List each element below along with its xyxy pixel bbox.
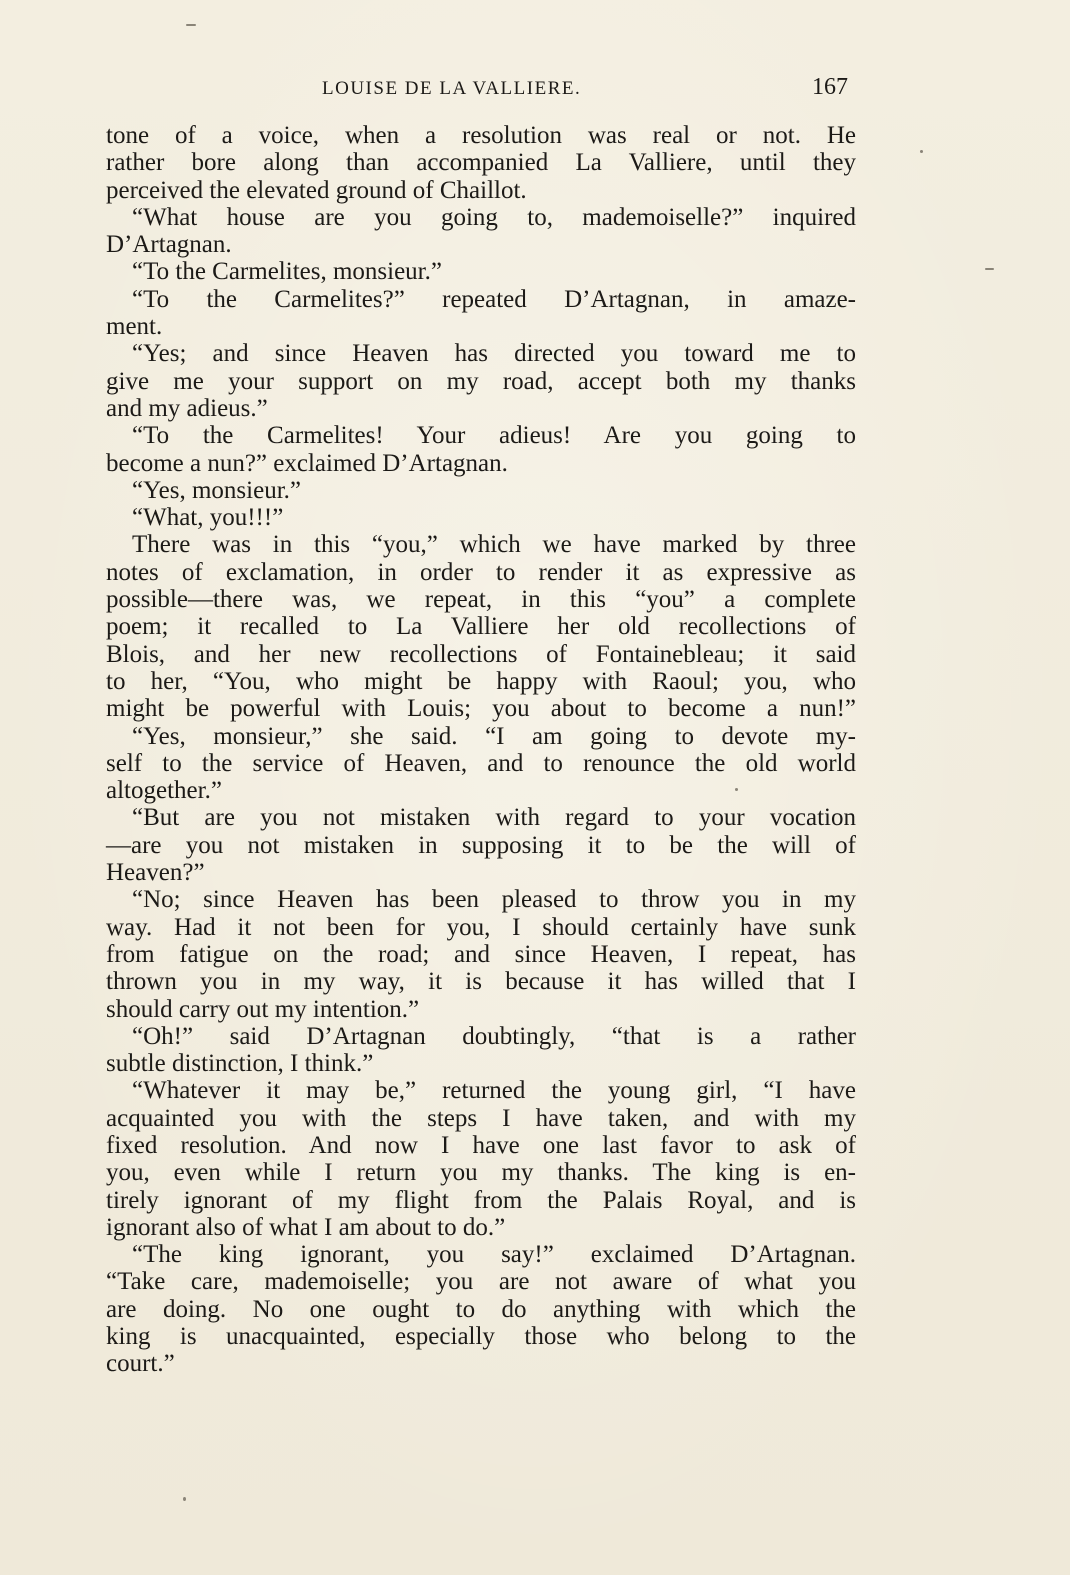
text-line: fixed resolution. And now I have one last favor to ask of: [106, 1131, 856, 1159]
text-line: you, even while I return you my thanks. The king is en-: [106, 1159, 856, 1187]
paper-speck: [985, 268, 994, 270]
paper-speck: [920, 150, 923, 153]
text-line: “To the Carmelites?” repeated D’Artagnan, in amaze-: [132, 285, 856, 313]
text-line: subtle distinction, I think.”: [106, 1050, 374, 1078]
page-header: [0, 74, 1070, 108]
text-line: acquainted you with the steps I have taken, and with my: [106, 1104, 856, 1132]
text-line: notes of exclamation, in order to render it as expressive as: [106, 558, 856, 586]
text-line: might be powerful with Louis; you about to become a nun!”: [106, 695, 856, 723]
text-line: king is unacquainted, especially those who belong to the: [106, 1323, 856, 1351]
text-line: There was in this “you,” which we have marked by three: [132, 531, 856, 559]
text-line: “But are you not mistaken with regard to your vocation: [132, 804, 856, 832]
text-line: “Whatever it may be,” returned the young girl, “I have: [132, 1077, 856, 1105]
text-line: Blois, and her new recollections of Fontainebleau; it said: [106, 640, 856, 668]
running-title: LOUISE DE LA VALLIERE.: [322, 78, 582, 99]
text-line: Heaven?”: [106, 859, 205, 887]
text-line: thrown you in my way, it is because it has willed that I: [106, 968, 856, 996]
text-line: “To the Carmelites, monsieur.”: [132, 258, 442, 286]
text-line: give me your support on my road, accept both my thanks: [106, 367, 856, 395]
text-line: self to the service of Heaven, and to renounce the old world: [106, 749, 856, 777]
body-text: [106, 122, 856, 1378]
text-line: and my adieus.”: [106, 394, 268, 422]
paper-speck: [186, 24, 196, 26]
text-line: to her, “You, who might be happy with Raoul; you, who: [106, 667, 856, 695]
text-line: “To the Carmelites! Your adieus! Are you going to: [132, 422, 856, 450]
text-line: “What house are you going to, mademoiselle?” inquired: [132, 203, 856, 231]
text-line: “Take care, mademoiselle; you are not aware of what you: [106, 1268, 856, 1296]
text-line: altogether.”: [106, 777, 222, 805]
text-line: “Yes; and since Heaven has directed you toward me to: [132, 340, 856, 368]
text-line: ment.: [106, 313, 163, 341]
text-line: “Yes, monsieur,” she said. “I am going to devote my-: [132, 722, 856, 750]
text-line: way. Had it not been for you, I should certainly have sunk: [106, 913, 856, 941]
text-line: D’Artagnan.: [106, 231, 232, 259]
text-line: “Yes, monsieur.”: [132, 476, 301, 504]
text-line: “No; since Heaven has been pleased to throw you in my: [132, 886, 856, 914]
paper-speck: [735, 788, 738, 791]
text-line: are doing. No one ought to do anything with which the: [106, 1295, 856, 1323]
page-number: 167: [812, 74, 848, 100]
text-line: court.”: [106, 1350, 175, 1378]
text-line: “The king ignorant, you say!” exclaimed D’Artagnan.: [132, 1241, 856, 1269]
text-line: —are you not mistaken in supposing it to be the will of: [106, 831, 856, 859]
text-line: tone of a voice, when a resolution was real or not. He: [106, 122, 856, 149]
text-line: poem; it recalled to La Valliere her old recollections of: [106, 613, 856, 641]
text-line: should carry out my intention.”: [106, 995, 420, 1023]
text-line: possible—there was, we repeat, in this “you” a complete: [106, 586, 856, 614]
text-line: ignorant also of what I am about to do.”: [106, 1213, 506, 1241]
text-line: “Oh!” said D’Artagnan doubtingly, “that is a rather: [132, 1022, 856, 1050]
text-line: “What, you!!!”: [132, 504, 284, 532]
text-line: from fatigue on the road; and since Heaven, I repeat, has: [106, 940, 856, 968]
text-line: rather bore along than accompanied La Valliere, until they: [106, 149, 856, 177]
text-line: tirely ignorant of my flight from the Palais Royal, and is: [106, 1186, 856, 1214]
text-line: perceived the elevated ground of Chaillot.: [106, 176, 527, 204]
text-line: become a nun?” exclaimed D’Artagnan.: [106, 449, 508, 477]
paper-speck: [183, 1497, 186, 1501]
